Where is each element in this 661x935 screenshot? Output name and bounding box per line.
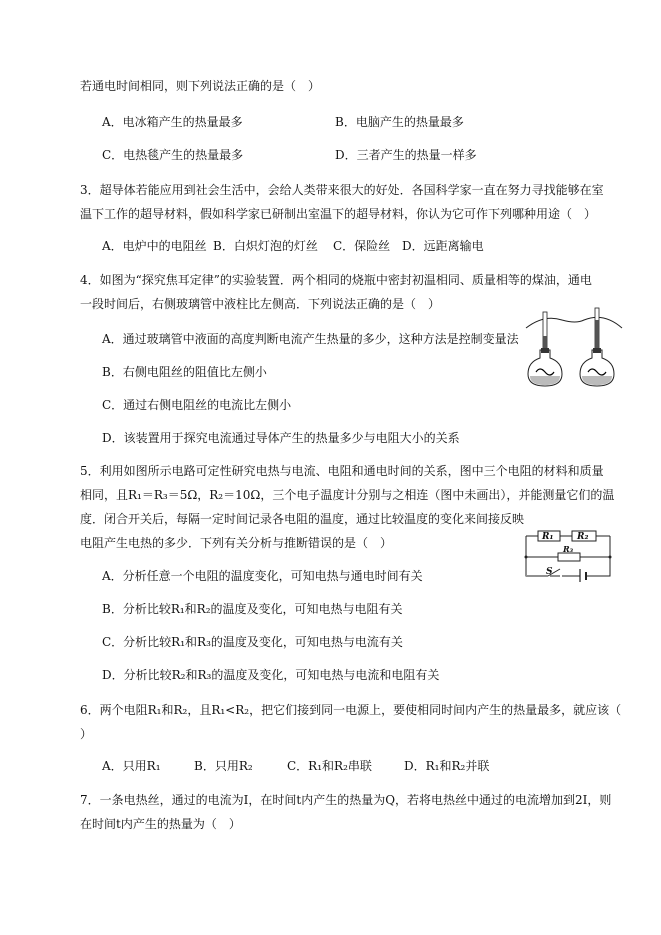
q4-option-d: D．该装置用于探究电流通过导体产生的热量多少与电阻大小的关系 — [102, 431, 460, 445]
q2-option-d: D．三者产生的热量一样多 — [335, 148, 477, 162]
q4-line-2: 一段时间后，右侧玻璃管中液柱比左侧高．下列说法正确的是（ ） — [80, 297, 441, 311]
q3-line-1: 3．超导体若能应用到社会生活中，会给人类带来很大的好处．各国科学家一直在努力寻找能够在室 — [80, 183, 604, 197]
q7-line-1: 7．一条电热丝，通过的电流为I，在时间t内产生的热量为Q，若将电热丝中通过的电流增加到2I，则 — [80, 793, 612, 807]
q5-line-1: 5．利用如图所示电路可定性研究电热与电流、电阻和通电时间的关系，图中三个电阻的材料和质量 — [80, 464, 604, 478]
joule-law-flask-figure — [524, 306, 624, 390]
q6-option-d: D．R₁和R₂并联 — [404, 759, 490, 773]
q5-line-3: 度．闭合开关后，每隔一定时间记录各电阻的温度，通过比较温度的变化来间接反映 — [80, 512, 525, 526]
resistor-r3-symbol — [558, 553, 580, 561]
q4-line-1: 4．如图为“探究焦耳定律”的实验装置．两个相同的烧瓶中密封初温相同、质量相等的煤油，通电 — [80, 273, 592, 287]
q6-line-1: 6．两个电阻R₁和R₂，且R₁<R₂，把它们接到同一电源上，要使相同时间内产生的热量最多，就应该（ — [80, 703, 622, 717]
q5-line-4: 电阻产生电热的多少．下列有关分析与推断错误的是（ ） — [80, 536, 393, 550]
q5-option-d: D．分析比较R₂和R₃的温度及变化，可知电热与电流和电阻有关 — [102, 668, 440, 682]
q5-option-b: B．分析比较R₁和R₂的温度及变化，可知电热与电阻有关 — [102, 602, 403, 616]
q5-option-c: C．分析比较R₁和R₃的温度及变化，可知电热与电流有关 — [102, 635, 403, 649]
q4-option-b: B．右侧电阻丝的阻值比左侧小 — [102, 365, 267, 379]
label-r2: R₂ — [577, 532, 589, 542]
q4-option-a: A．通过玻璃管中液面的高度判断电流产生热量的多少，这种方法是控制变量法 — [102, 332, 519, 346]
q6-option-a: A．只用R₁ — [102, 759, 161, 773]
q7-line-2: 在时间t内产生的热量为（ ） — [80, 817, 241, 831]
q3-line-2: 温下工作的超导材料，假如科学家已研制出室温下的超导材料，你认为它可作下列哪种用途（ ） — [80, 207, 597, 221]
q2-option-a: A．电冰箱产生的热量最多 — [102, 115, 243, 129]
q3-option-c: C．保险丝 — [333, 239, 391, 253]
q4-option-c: C．通过右侧电阻丝的电流比左侧小 — [102, 398, 292, 412]
label-r3: R₃ — [563, 544, 574, 554]
q3-option-b: B．白炽灯泡的灯丝 — [213, 239, 318, 253]
q6-option-c: C．R₁和R₂串联 — [287, 759, 372, 773]
label-r1: R₁ — [542, 532, 554, 542]
label-s: S — [546, 567, 553, 577]
q5-line-2: 相同，且R₁＝R₃＝5Ω，R₂＝10Ω，三个电子温度计分别与之相连（图中未画出），并能测量它们的温 — [80, 488, 615, 502]
q5-option-a: A．分析任意一个电阻的温度变化，可知电热与通电时间有关 — [102, 569, 423, 583]
q6-line-2: ） — [80, 727, 93, 741]
circuit-diagram-figure — [520, 524, 614, 582]
q2-option-b: B．电脑产生的热量最多 — [335, 115, 464, 129]
q2-option-c: C．电热毯产生的热量最多 — [102, 148, 244, 162]
q6-option-b: B．只用R₂ — [194, 759, 253, 773]
q3-option-d: D．远距离输电 — [402, 239, 484, 253]
q3-option-a: A．电炉中的电阻丝 — [102, 239, 207, 253]
q2-stem-tail: 若通电时间相同，则下列说法正确的是（ ） — [80, 79, 321, 93]
